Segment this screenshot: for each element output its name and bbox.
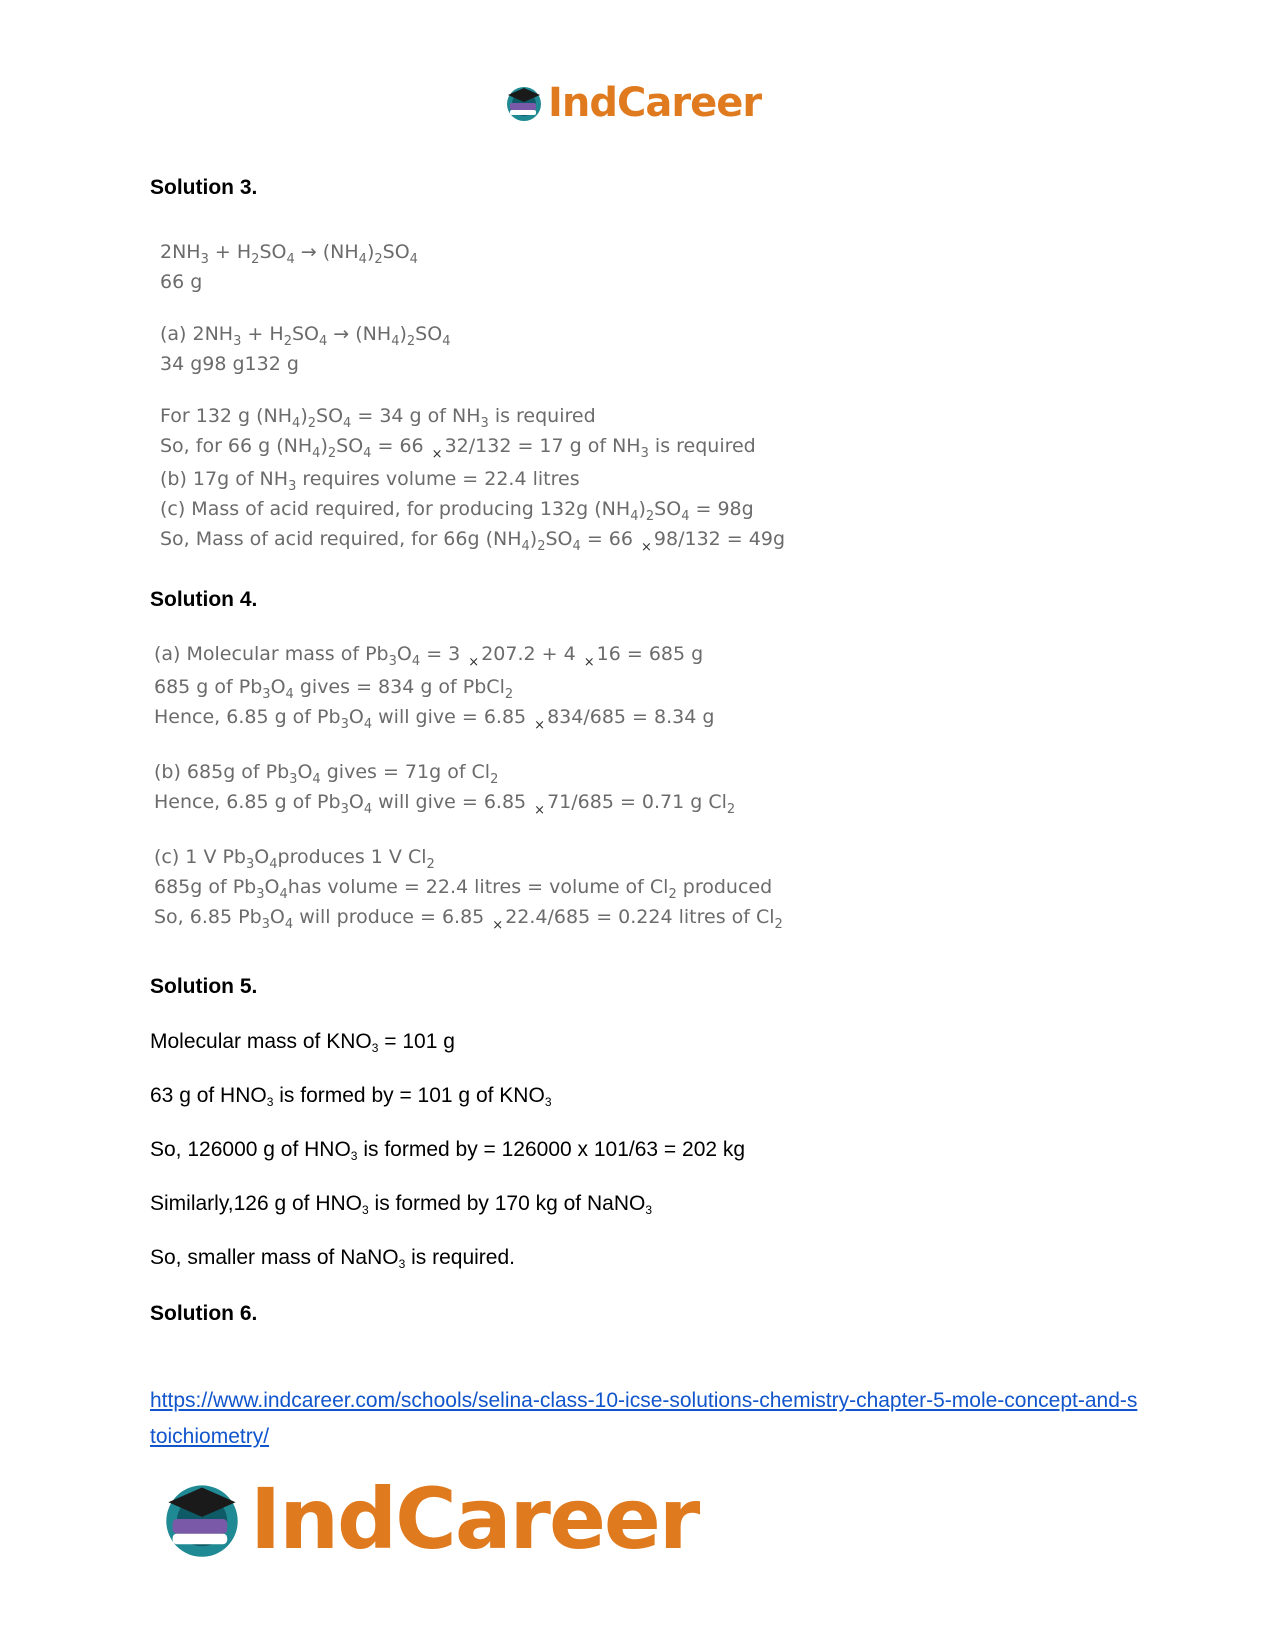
solution-6-link[interactable]: https://www.indcareer.com/schools/selina-class-10-icse-solutions-chemistry-chapter-5-mole-concept-and-stoichiometry/ — [150, 1389, 1138, 1448]
brand-logo-text: IndCareer — [548, 80, 762, 126]
solution-3-heading: Solution 3. — [150, 176, 258, 199]
solution-5-line-4: Similarly,126 g of $HNO_3$ is formed by 170 kg of NaNO$_3$ — [150, 1192, 653, 1217]
solution-5-heading: Solution 5. — [150, 975, 258, 998]
solution-5-line-5: So, smaller mass of NaNO$_3$ is required. — [150, 1246, 515, 1271]
solution-5-line-3: So, 126000 g of $HNO_3$ is formed by = 126000 x 101/63 = 202 kg — [150, 1138, 746, 1163]
solution-4-image: (a) Molecular mass of $Pb_3O_4 = 3$ $_\times$ 207.2 + 4 $_\times$ 16 = 685 g 685 g of $Pb_3O_4$ gives = 834 g of PbCl$_2$ Hence, 6.85 g of $Pb_3O_4$ will give = 6.85 $_\times$ 834/685 = 8.34 g (b) 685g of $Pb_3O_4$ gives = 71g of $Cl_2$ Hence, 6.85 g of $Pb_3O_4$ will give = 6.85 $_\times$ 71/685 = 0.71 g $Cl_2$ (c) 1 V $Pb_3O_4produces$ 1 V $Cl_2$ 685g of $Pb_3O_4has$ volume = 22.4 litres = volume of $Cl_2$ produced So, 6.85 $Pb_3O_4$ will produce = 6.85 $_\times$ 22.4/685 = 0.224 litres of $Cl_2$ — [154, 643, 783, 933]
brand-logo-top — [504, 80, 761, 126]
brand-logo-bottom — [160, 1470, 698, 1568]
solution-5-line-1: Molecular mass of $KNO_3 = 101$ g — [150, 1030, 455, 1055]
solution-3-image: $2NH_3 + H_2SO_4 \to (NH_4)_2SO_4$ 66 g (a) $2NH_3 + H_2SO_4 \to (NH_4)_2SO_4$ 34 g98 g132 g For 132 g $(NH_4)_2SO_4 = 34$ g of $NH_3$ is required So, for 66 g $(NH_4)_2SO_4 = 66$ $_\times$ 32/132 = 17 g of $NH_3$ is required (b) 17g of $NH_3$ requires volume = 22.4 litres (c) Mass of acid required, for producing 132g $(NH_4)_2SO_4 = 98g$ So, Mass of acid required, for 66g $(NH_4)_2SO_4 = 66$ $_\times$ 98/132 = 49g — [160, 241, 786, 555]
graduation-book-globe-icon — [504, 83, 544, 123]
solution-5-line-2: 63 g of $HNO_3$ is formed by = 101 g of $KNO_3$ — [150, 1084, 552, 1109]
solution-4-heading: Solution 4. — [150, 588, 258, 611]
graduation-book-globe-icon — [160, 1477, 244, 1561]
solution-6-heading: Solution 6. — [150, 1302, 258, 1325]
brand-logo-text: IndCareer — [250, 1470, 699, 1568]
